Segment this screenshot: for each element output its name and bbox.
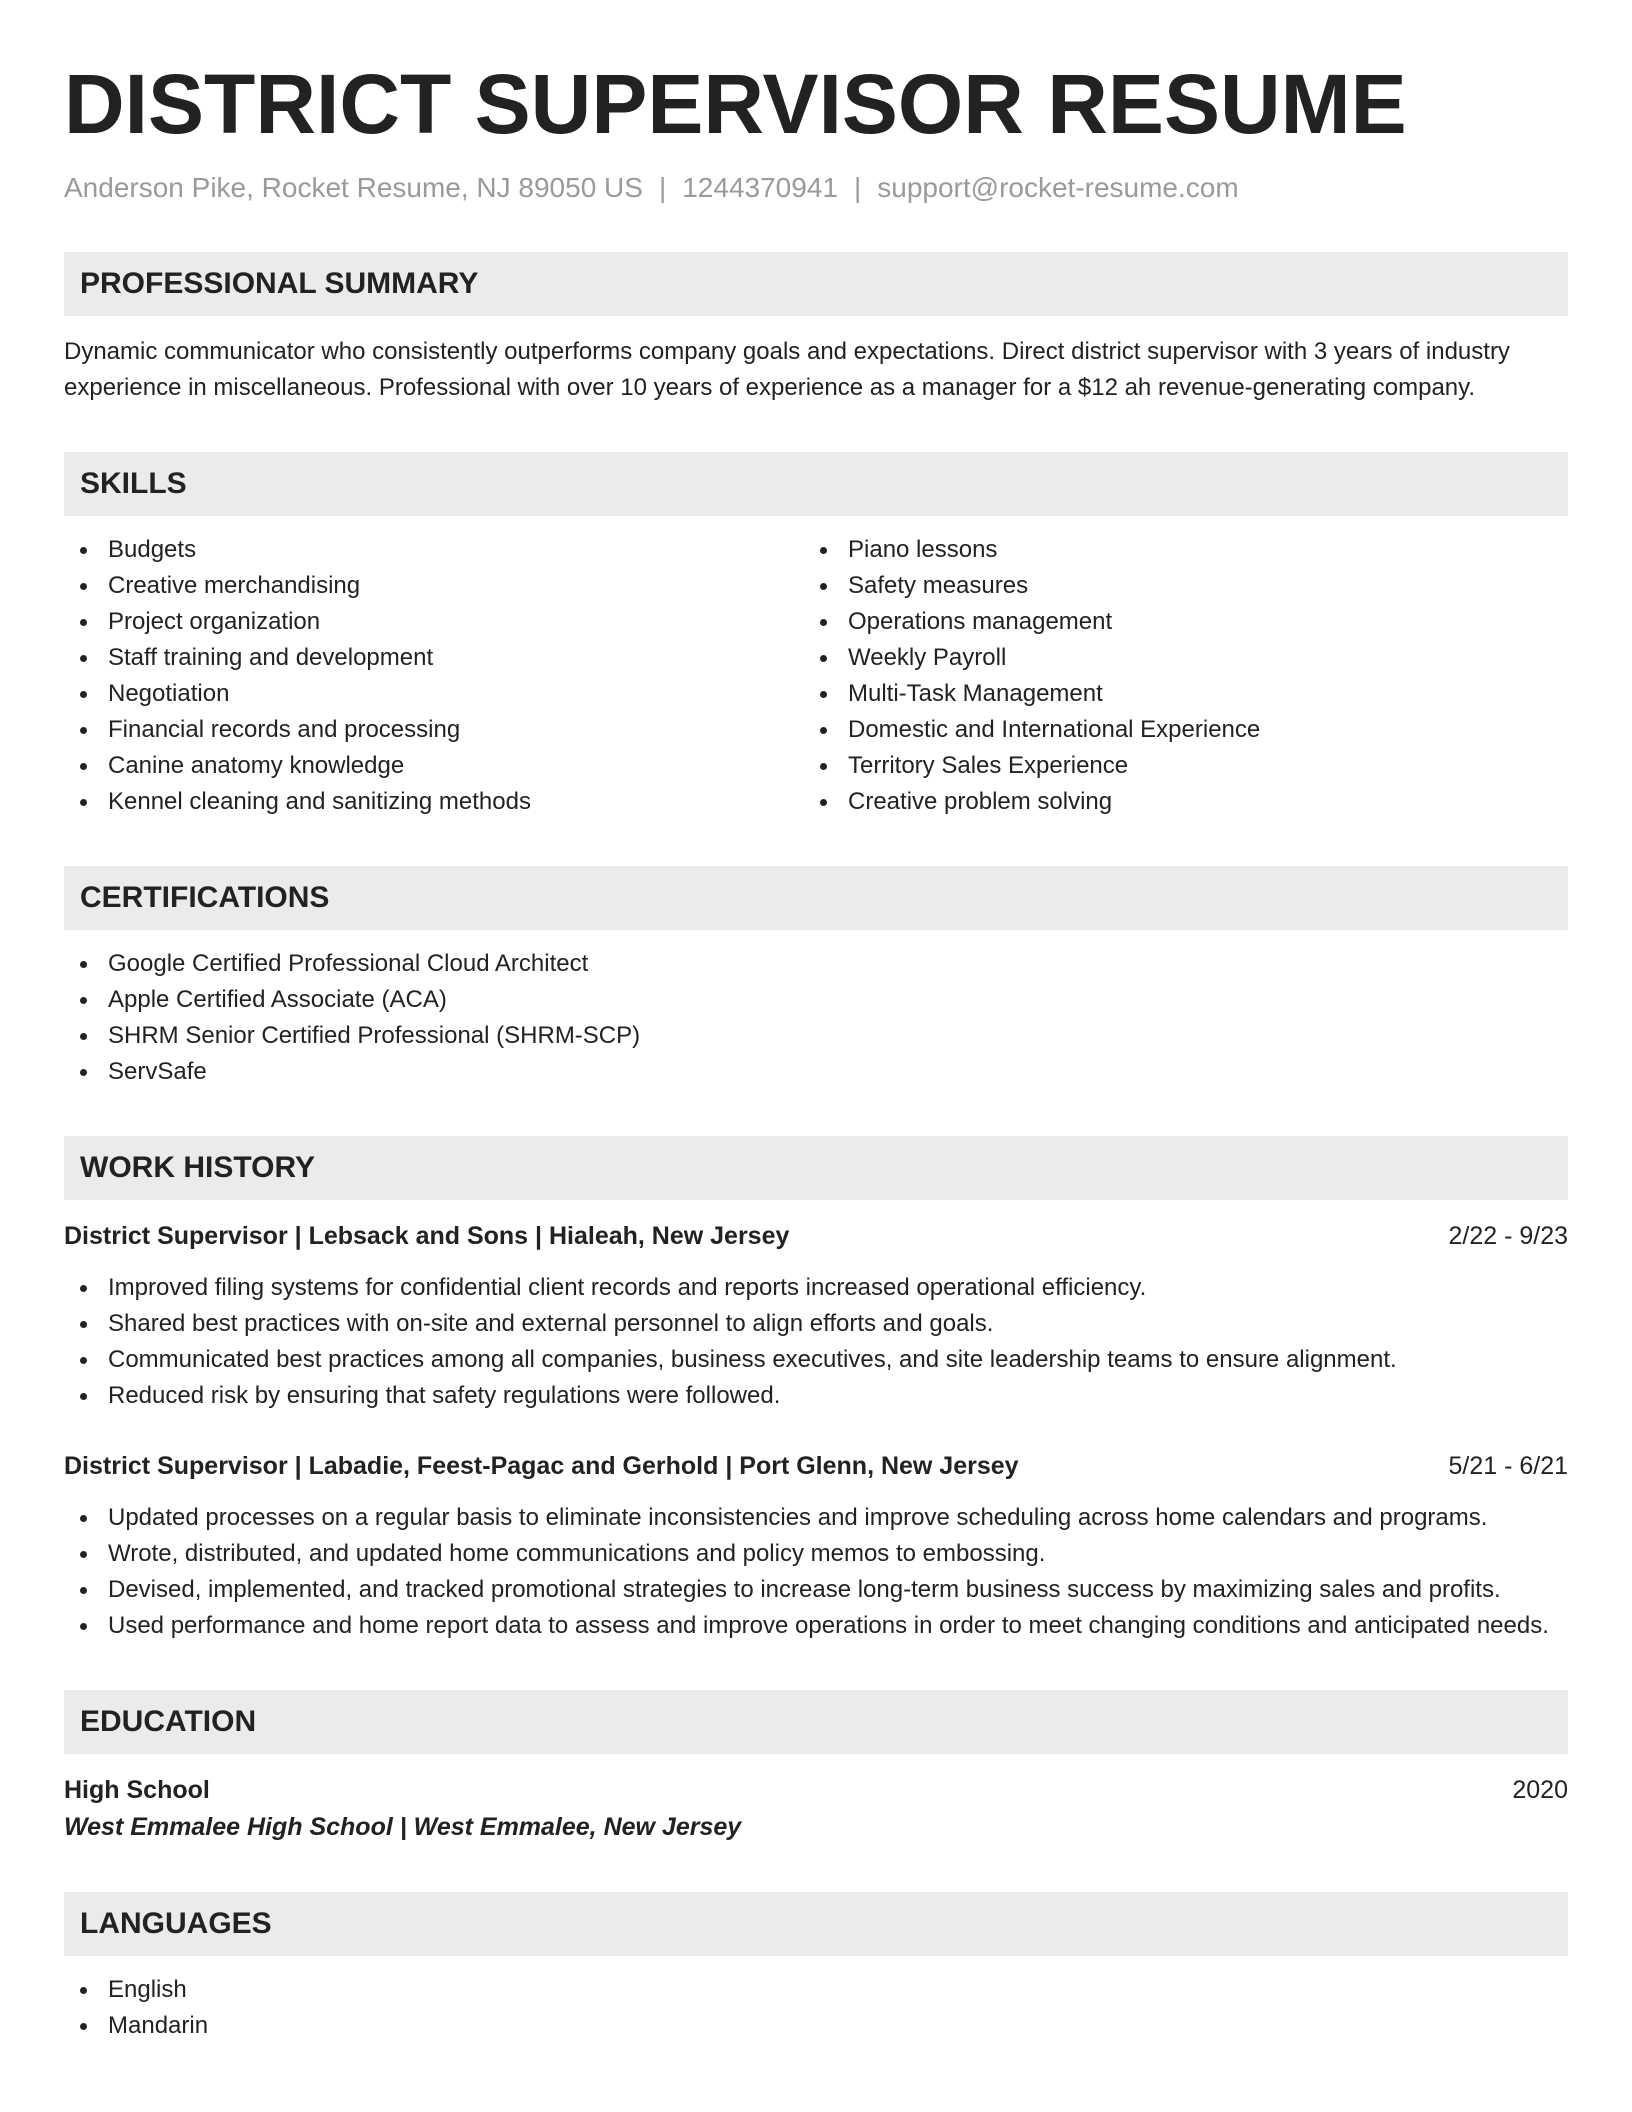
certification-item: ServSafe bbox=[64, 1054, 1568, 1090]
skill-item: Budgets bbox=[64, 532, 804, 568]
education-degree: High School bbox=[64, 1776, 210, 1804]
skills-section bbox=[64, 452, 1568, 820]
job-bullet: Communicated best practices among all companies, business executives, and site leadership teams to ensure alignment. bbox=[64, 1342, 1568, 1378]
skill-item: Piano lessons bbox=[804, 532, 1544, 568]
skill-item: Financial records and processing bbox=[64, 712, 804, 748]
work-history-section bbox=[64, 1136, 1568, 1644]
education-entry bbox=[64, 1772, 1568, 1846]
certifications-heading: CERTIFICATIONS bbox=[64, 866, 1568, 930]
contact-separator: | bbox=[658, 172, 667, 203]
skills-list-right bbox=[804, 532, 1544, 820]
skill-item: Weekly Payroll bbox=[804, 640, 1544, 676]
contact-address: Anderson Pike, Rocket Resume, NJ 89050 US bbox=[64, 172, 643, 203]
skill-item: Domestic and International Experience bbox=[804, 712, 1544, 748]
skills-grid bbox=[64, 532, 1568, 820]
resume-title: DISTRICT SUPERVISOR RESUME bbox=[64, 57, 1407, 151]
job-bullet: Shared best practices with on-site and external personnel to align efforts and goals. bbox=[64, 1306, 1568, 1342]
certifications-list bbox=[64, 946, 1568, 1090]
skill-item: Operations management bbox=[804, 604, 1544, 640]
contact-phone: 1244370941 bbox=[682, 172, 838, 203]
job-header bbox=[64, 1218, 1568, 1254]
skill-item: Kennel cleaning and sanitizing methods bbox=[64, 784, 804, 820]
contact-email: support@rocket-resume.com bbox=[877, 172, 1239, 203]
skill-item: Project organization bbox=[64, 604, 804, 640]
skill-item: Negotiation bbox=[64, 676, 804, 712]
job-dates: 5/21 - 6/21 bbox=[1448, 1452, 1568, 1480]
skill-item: Territory Sales Experience bbox=[804, 748, 1544, 784]
education-heading: EDUCATION bbox=[64, 1690, 1568, 1754]
skill-item: Safety measures bbox=[804, 568, 1544, 604]
skill-item: Multi-Task Management bbox=[804, 676, 1544, 712]
summary-heading: PROFESSIONAL SUMMARY bbox=[64, 252, 1568, 316]
skill-item: Creative problem solving bbox=[804, 784, 1544, 820]
languages-heading: LANGUAGES bbox=[64, 1892, 1568, 1956]
skill-item: Creative merchandising bbox=[64, 568, 804, 604]
education-school: West Emmalee High School | West Emmalee, New Jersey bbox=[64, 1813, 742, 1841]
skill-item: Staff training and development bbox=[64, 640, 804, 676]
work-history-heading: WORK HISTORY bbox=[64, 1136, 1568, 1200]
language-item: Mandarin bbox=[64, 2008, 1568, 2044]
education-header bbox=[64, 1772, 1568, 1808]
contact-separator: | bbox=[853, 172, 862, 203]
job-bullet: Used performance and home report data to assess and improve operations in order to meet changing conditions and anticipated needs. bbox=[64, 1608, 1568, 1644]
summary-text: Dynamic communicator who consistently outperforms company goals and expectations. Direct district supervisor with 3 years of industry experience in miscellaneous. Professional with over 10 years of experience as a manager for a $12 ah revenue-generating company. bbox=[64, 338, 1510, 401]
job-bullet: Updated processes on a regular basis to eliminate inconsistencies and improve scheduling across home calendars and programs. bbox=[64, 1500, 1568, 1536]
job-bullet: Improved filing systems for confidential client records and reports increased operational efficiency. bbox=[64, 1270, 1568, 1306]
job-dates: 2/22 - 9/23 bbox=[1448, 1222, 1568, 1250]
job-bullet: Wrote, distributed, and updated home communications and policy memos to embossing. bbox=[64, 1536, 1568, 1572]
job-entry bbox=[64, 1448, 1568, 1644]
skill-item: Canine anatomy knowledge bbox=[64, 748, 804, 784]
job-title: District Supervisor | Labadie, Feest-Pagac and Gerhold | Port Glenn, New Jersey bbox=[64, 1452, 1019, 1480]
skills-list-left bbox=[64, 532, 804, 820]
job-title: District Supervisor | Lebsack and Sons | Hialeah, New Jersey bbox=[64, 1222, 790, 1250]
languages-list bbox=[64, 1972, 1568, 2044]
languages-section bbox=[64, 1892, 1568, 2044]
job-bullet: Devised, implemented, and tracked promotional strategies to increase long-term business success by maximizing sales and profits. bbox=[64, 1572, 1568, 1608]
summary-section bbox=[64, 252, 1568, 406]
certification-item: SHRM Senior Certified Professional (SHRM-SCP) bbox=[64, 1018, 1568, 1054]
certification-item: Apple Certified Associate (ACA) bbox=[64, 982, 1568, 1018]
language-item: English bbox=[64, 1972, 1568, 2008]
education-year: 2020 bbox=[1512, 1776, 1568, 1804]
job-bullet: Reduced risk by ensuring that safety regulations were followed. bbox=[64, 1378, 1568, 1414]
job-header bbox=[64, 1448, 1568, 1484]
job-entry bbox=[64, 1218, 1568, 1414]
skills-heading: SKILLS bbox=[64, 452, 1568, 516]
certification-item: Google Certified Professional Cloud Architect bbox=[64, 946, 1568, 982]
job-bullets bbox=[64, 1500, 1568, 1644]
education-section bbox=[64, 1690, 1568, 1846]
contact-line bbox=[64, 170, 1568, 206]
certifications-section bbox=[64, 866, 1568, 1090]
job-bullets bbox=[64, 1270, 1568, 1414]
